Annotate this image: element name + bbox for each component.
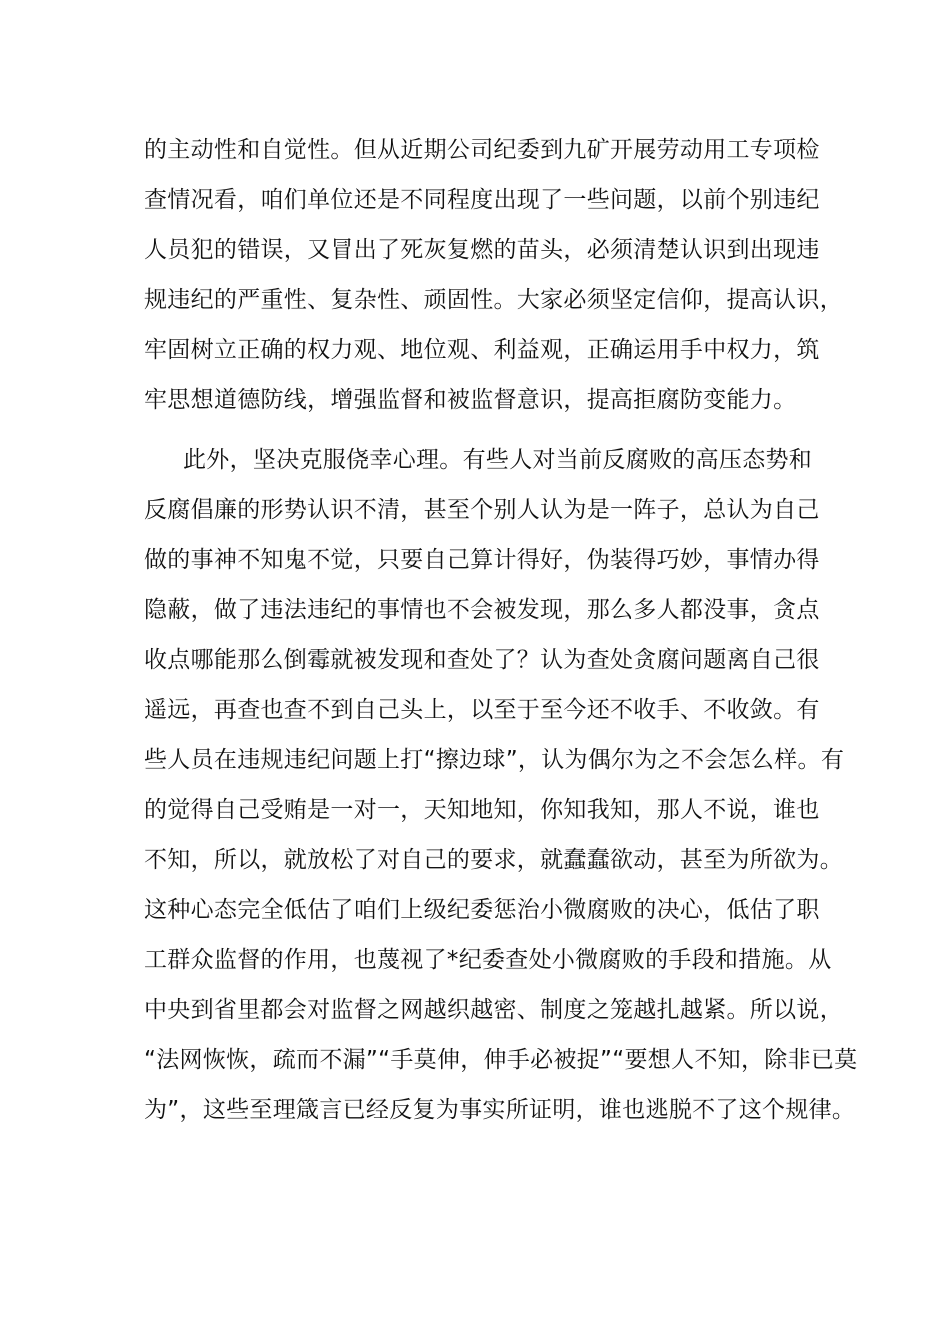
text-line: 牢固树立正确的权力观、地位观、利益观，正确运用手中权力，筑 [144,337,820,363]
text-line: 做的事神不知鬼不觉，只要自己算计得好，伪装得巧妙，事情办得 [144,547,820,573]
text-line: 隐蔽，做了违法违纪的事情也不会被发现，那么多人都没事，贪点 [144,597,820,623]
text-line: 遥远，再查也查不到自己头上，以至于至今还不收手、不收敛。有 [144,697,820,723]
text-line: 这种心态完全低估了咱们上级纪委惩治小微腐败的决心，低估了职 [144,897,820,923]
text-line: 不知，所以，就放松了对自己的要求，就蠢蠢欲动，甚至为所欲为。 [144,847,843,873]
text-line: “法网恢恢，疏而不漏”“手莫伸，伸手必被捉”“要想人不知，除非已莫 [144,1047,858,1073]
text-line: 此外，坚决克服侥幸心理。有些人对当前反腐败的高压态势和 [183,447,813,473]
text-line: 收点哪能那么倒霉就被发现和查处了？认为查处贪腐问题离自己很 [144,647,820,673]
text-line: 为”，这些至理箴言已经反复为事实所证明，谁也逃脱不了这个规律。 [144,1097,856,1123]
text-line: 工群众监督的作用，也蔑视了*纪委查处小微腐败的手段和措施。从 [144,947,832,973]
text-line: 的主动性和自觉性。但从近期公司纪委到九矿开展劳动用工专项检 [144,137,820,163]
text-line: 人员犯的错误，又冒出了死灰复燃的苗头，必须清楚认识到出现违 [144,237,820,263]
text-line: 些人员在违规违纪问题上打“擦边球”，认为偶尔为之不会怎么样。有 [144,747,845,773]
text-line: 查情况看，咱们单位还是不同程度出现了一些问题，以前个别违纪 [144,187,820,213]
text-line: 牢思想道德防线，增强监督和被监督意识，提高拒腐防变能力。 [144,387,797,413]
text-line: 规违纪的严重性、复杂性、顽固性。大家必须坚定信仰，提高认识， [144,287,843,313]
text-line: 中央到省里都会对监督之网越织越密、制度之笼越扎越紧。所以说， [144,997,843,1023]
text-line: 反腐倡廉的形势认识不清，甚至个别人认为是一阵子，总认为自己 [144,497,820,523]
text-line: 的觉得自己受贿是一对一，天知地知，你知我知，那人不说，谁也 [144,797,820,823]
